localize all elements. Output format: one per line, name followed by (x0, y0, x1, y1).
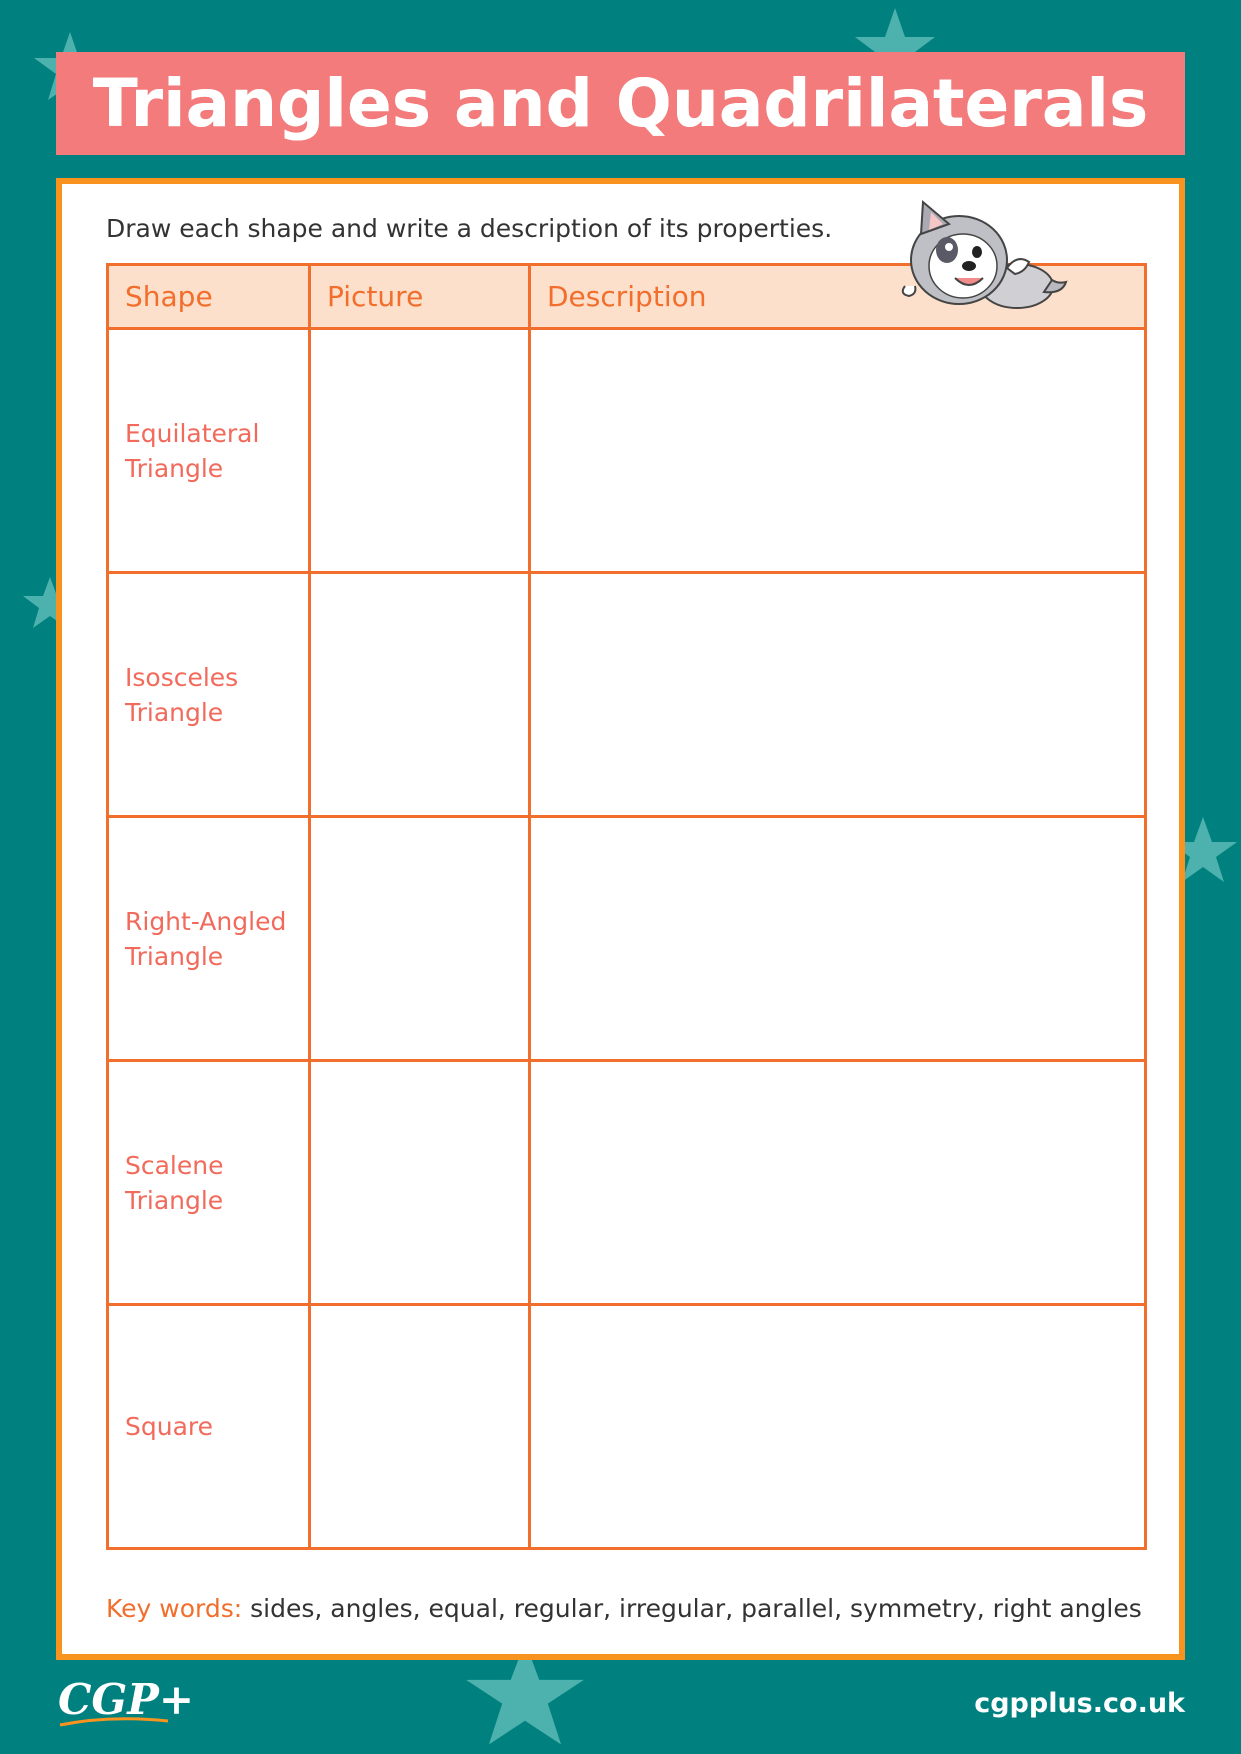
table-row (108, 573, 1146, 817)
table-row (108, 329, 1146, 573)
picture-cell[interactable] (310, 1305, 530, 1549)
title-banner (56, 52, 1185, 155)
shape-label-cell (108, 817, 310, 1061)
shape-label-cell (108, 573, 310, 817)
shape-label: Square (125, 1412, 214, 1441)
description-cell[interactable] (530, 1305, 1146, 1549)
keywords-line (106, 1594, 1142, 1623)
picture-cell[interactable] (310, 817, 530, 1061)
picture-cell[interactable] (310, 1061, 530, 1305)
description-cell[interactable] (530, 817, 1146, 1061)
keywords-list: sides, angles, equal, regular, irregular, parallel, symmetry, right angles (250, 1594, 1142, 1623)
picture-cell[interactable] (310, 573, 530, 817)
table-row (108, 1061, 1146, 1305)
table-row (108, 817, 1146, 1061)
shape-label: Scalene (125, 1150, 224, 1180)
shape-label: Triangle (125, 697, 224, 727)
shape-label-cell (108, 1061, 310, 1305)
website-url[interactable]: cgpplus.co.uk (974, 1688, 1185, 1719)
shape-label: Triangle (125, 453, 224, 483)
description-cell[interactable] (530, 1061, 1146, 1305)
picture-cell[interactable] (310, 329, 530, 573)
header-description: Description (530, 265, 1146, 329)
description-cell[interactable] (530, 573, 1146, 817)
table-row (108, 1305, 1146, 1549)
shape-label: Triangle (125, 941, 224, 971)
instruction-text: Draw each shape and write a description of its properties. (106, 214, 833, 243)
worksheet-card (56, 178, 1185, 1660)
cgp-logo: CGP+ (58, 1675, 195, 1724)
wolf-mascot-icon (889, 194, 1069, 322)
description-cell[interactable] (530, 329, 1146, 573)
page-title: Triangles and Quadrilaterals (92, 65, 1149, 142)
shape-label: Right-Angled (125, 906, 287, 936)
shape-label-cell (108, 1305, 310, 1549)
header-shape: Shape (108, 265, 310, 329)
logo-swoosh-icon (58, 1717, 170, 1727)
header-picture: Picture (310, 265, 530, 329)
shape-label-cell (108, 329, 310, 573)
shape-label: Equilateral (125, 418, 260, 448)
shape-label: Triangle (125, 1185, 224, 1215)
keywords-label: Key words: (106, 1594, 243, 1623)
shape-label: Isosceles (125, 662, 239, 692)
shapes-table (106, 263, 1147, 1550)
